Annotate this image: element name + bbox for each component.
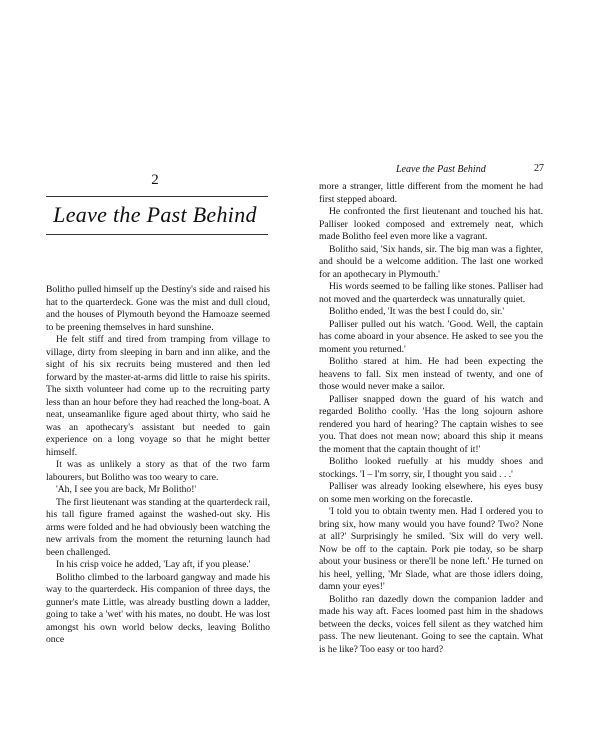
paragraph: He felt stiff and tired from tramping from village to village, dirty from sleeping in barn and inn alike, and the sight of his six recruits being mustered and then led forward by the master-at-arms did little to raise his spirits. The sixth volunteer had come up to the recruiting party less than an hour before they had reached the long-boat. A neat, unseamanlike figure aged about thirty, who said he was an apothecary's assistant but needed to gain experience on a long voyage so that he might better himself. [46,334,270,458]
paragraph: Bolitho ran dazedly down the companion ladder and made his way aft. Faces loomed past him in the shadows between the decks, voices fell silent as they watched him pass. The new lieutenant. Going to see the captain. What is he like? Too easy or too hard? [319,593,543,655]
paragraph: 'Ah, I see you are back, Mr Bolitho!' [56,484,197,495]
paragraph: Palliser was already looking elsewhere, his eyes busy on some men working on the forecastle. [319,481,543,505]
running-head: Leave the Past Behind [396,164,486,175]
paragraph: more a stranger, little different from the moment he had first stepped aboard. [319,181,543,205]
paragraph: The first lieutenant was standing at the quarterdeck rail, his tall figure framed against the washed-out sky. His arms were folded and he had obviously been watching the new arrivals from the moment the returning launch had been challenged. [46,496,270,558]
paragraph: He confronted the first lieutenant and touched his hat. Palliser looked composed and extremely neat, which made Bolitho feel even more like a vagrant. [319,206,543,242]
paragraph: Bolitho ended, 'It was the best I could do, sir.' [329,306,505,317]
paragraph: Bolitho looked ruefully at his muddy shoes and stockings. 'I – I'm sorry, sir, I thought you said . . .' [319,456,543,480]
right-page-body [319,181,543,656]
paragraph: Bolitho said, 'Six hands, sir. The big man was a fighter, and should be a welcome addition. The last one worked for an apothecary in Plymouth.' [319,243,543,280]
paragraph: Palliser snapped down the guard of his watch and regarded Bolitho coolly. 'Has the long sojourn ashore rendered you hard of hearing? The captain wishes to see you. That does not mean now; aboard this ship it means the moment that the captain thought of it!' [319,393,543,455]
paragraph: In his crisp voice he added, 'Lay aft, if you please.' [56,559,251,570]
paragraph: Bolitho climbed to the larboard gangway and made his way to the quarterdeck. His companion of three days, the gunner's mate Little, was already bustling down a ladder, going to take a 'wet' with his mates, no doubt. He was lost amongst his own world below decks, leaving Bolitho once [46,571,270,645]
paragraph: Palliser pulled out his watch. 'Good. Well, the captain has come aboard in your absence. He asked to see you the moment you returned.' [319,318,543,355]
paragraph: Bolitho stared at him. He had been expecting the heavens to fall. Six men instead of twenty, and one of those would never make a sailor. [319,356,543,392]
chapter-title-bottom-rule [46,234,268,235]
chapter-title: Leave the Past Behind [53,202,257,227]
paragraph: Bolitho pulled himself up the Destiny's side and raised his hat to the quarterdeck. Gone was the mist and dull cloud, and the houses of Plymouth beyond the Hamoaze seemed to be preening themselves in hard sunshine. [46,284,270,333]
left-page-body [46,284,270,647]
chapter-number: 2 [151,172,159,188]
paragraph: 'I told you to obtain twenty men. Had I ordered you to bring six, how many would you have found? Two? None at all?' Surprisingly he smiled. 'Six will do very well. Now be off to the captain. Pork pie today, so be sharp about your business or there'll be none left.' He turned on his heel, yelling, 'Mr Slade, what are those idlers doing, damn your eyes!' [319,506,543,592]
paragraph: It was as unlikely a story as that of the two farm labourers, but Bolitho was too weary to care. [46,459,270,483]
page-number: 27 [534,163,544,174]
paragraph: His words seemed to be falling like stones. Palliser had not moved and the quarterdeck was unnaturally quiet. [319,281,543,305]
chapter-title-top-rule [46,196,268,197]
